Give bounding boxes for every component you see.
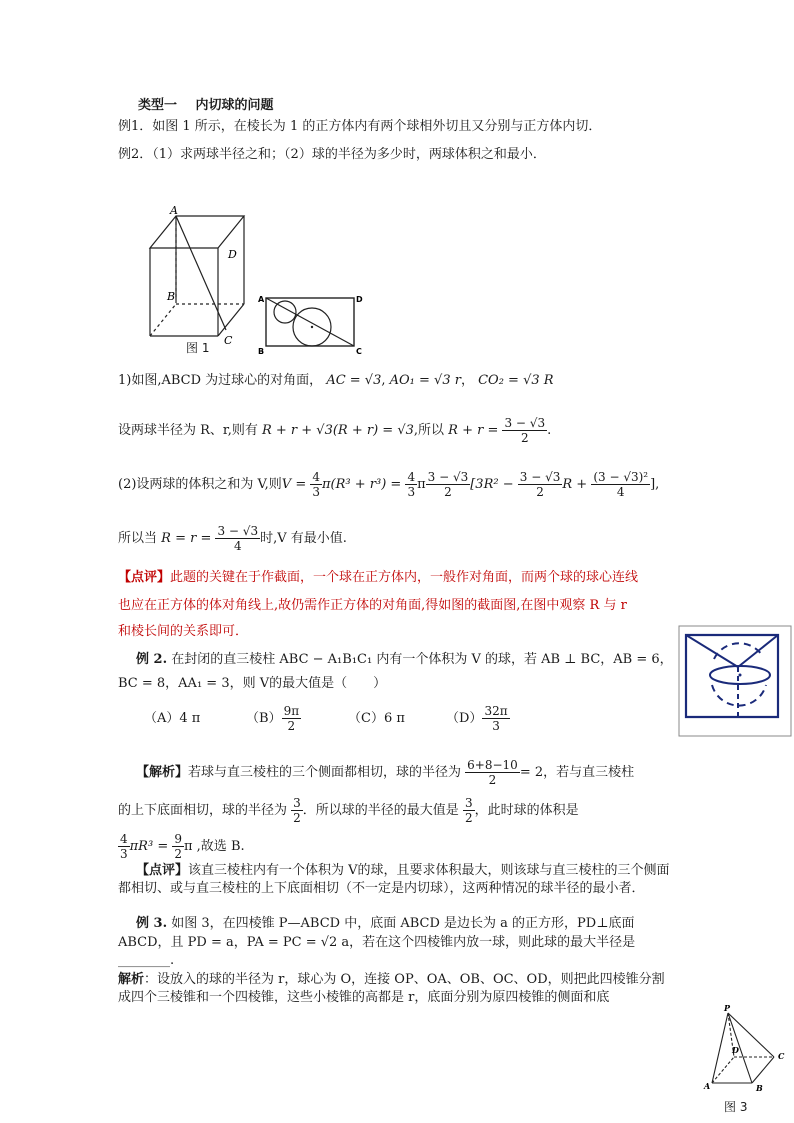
example3-line1 <box>136 915 634 933</box>
eq-r: R + <box>562 477 588 492</box>
frac-num: 6+8−10 <box>467 758 518 772</box>
fraction-3-minus-root3-b <box>518 470 563 499</box>
frac-den: 3 <box>312 485 320 499</box>
analysis-tag: 【解析】 <box>136 765 189 780</box>
solution1-line1: 1)如图,ABCD 为过球心的对角面， AC = √3, AO₁ = √3 r， CO₂ = √3 R <box>118 373 554 388</box>
frac-num: 3 − √3 <box>217 524 259 538</box>
example2-text1: 在封闭的直三棱柱 ABC − A₁B₁C₁ 内有一个体积为 V 的球，若 AB ⊥ BC，AB = 6， <box>171 652 673 667</box>
pyramid-label-b: B <box>756 1083 763 1093</box>
heading-type: 类型一 <box>138 98 178 113</box>
analysis2-line2 <box>118 796 579 825</box>
fraction-9-2 <box>172 832 184 861</box>
rect-label-b: B <box>258 347 265 356</box>
review1-line3: 和棱长间的关系即可． <box>118 624 249 639</box>
pyramid-label-c: C <box>778 1051 785 1061</box>
solution1-l3-prefix: (2)设两球的体积之和为 V,则 <box>118 477 282 492</box>
solution1-line4 <box>118 524 347 553</box>
review-tag: 【点评】 <box>118 570 171 585</box>
eq-ao1: AO₁ = √3 r <box>389 373 461 388</box>
pyramid-figure <box>700 1003 790 1095</box>
solution1-prefix: 1)如图,ABCD 为过球心的对角面， <box>118 373 323 388</box>
rect-label-c: C <box>356 347 362 356</box>
cube-label-a: A <box>170 204 178 217</box>
eq-volume-sum: π(R³ + r³) = <box>322 477 402 492</box>
eq-ac: AC = √3 <box>326 373 382 388</box>
frac-den: 2 <box>520 431 529 445</box>
solution1-line3 <box>118 470 659 499</box>
example3-blank: ________. <box>118 953 175 968</box>
eq-co2: CO₂ = √3 R <box>478 373 554 388</box>
pyramid-label-a: A <box>704 1081 711 1091</box>
fraction-3-minus-root3 <box>426 470 471 499</box>
eq-end: ], <box>650 477 660 492</box>
frac-den: 2 <box>444 485 452 499</box>
analysis3-tag: 解析 <box>118 972 145 987</box>
fraction-3-2 <box>291 796 303 825</box>
example3-line2: ABCD，且 PD = a，PA = PC = √2 a，若在这个四棱锥内放一球，则此球的最大半径是 <box>118 935 636 950</box>
solution1-line2: 设两球半径为 R、r,则有 R + r + √3(R + r) = √3,所以 R + r = $\frac{3 - √3}{2}$ . <box>118 416 552 445</box>
review1-line2: 也应在正方体的体对角线上,故仍需作正方体的对角面,得如图的截面图,在图中观察 R 与 r <box>118 598 627 613</box>
analysis2-text2c: ，此时球的体积是 <box>474 803 579 818</box>
option-b-fraction <box>282 704 302 733</box>
analysis3-paragraph <box>118 971 676 1007</box>
cube-figure <box>140 200 250 350</box>
analysis2-text2: 的上下底面相切，球的半径为 <box>118 803 288 818</box>
frac-num: 3 <box>464 796 473 810</box>
cross-section-figure <box>258 292 368 356</box>
option-d-fraction <box>482 704 509 733</box>
fraction-4-3 <box>310 470 322 499</box>
option-d-label: （D） <box>446 711 483 726</box>
frac-num: 9π <box>283 704 300 718</box>
fraction-4-3-b <box>405 470 417 499</box>
review1-text1: 此题的关键在于作截面，一个球在正方体内，一般作对角面，而两个球的球心连线 <box>170 570 639 585</box>
solution1-l2-mid: ,所以 <box>413 423 445 438</box>
frac-den: 3 <box>120 847 128 861</box>
example2-line1 <box>136 651 673 669</box>
frac-num: 3 − √3 <box>519 470 561 484</box>
analysis2-text3b: π ,故选 B. <box>184 839 245 854</box>
frac-num: (3 − √3)² <box>593 470 649 484</box>
cube-label-d: D <box>228 248 237 261</box>
cube-label-b: B <box>167 290 176 303</box>
option-c: （C）6 π <box>348 711 405 726</box>
fraction-radius-side <box>465 758 520 787</box>
analysis2-text1: 若球与直三棱柱的三个侧面都相切，球的半径为 <box>188 765 462 780</box>
cube-label-c: C <box>224 334 233 347</box>
example1-line: 例1．如图 1 所示，在棱长为 1 的正方体内有两个球相外切且又分别与正方体内切． <box>118 119 602 134</box>
eq-bracket: [3R² − <box>470 477 514 492</box>
review2-tag: 【点评】 <box>136 863 189 878</box>
eq-r-equal: R = r = <box>161 531 212 546</box>
fraction-sum-result <box>502 416 547 445</box>
fraction-squared <box>591 470 650 499</box>
frac-den: 3 <box>492 719 500 733</box>
eq-sum-result-lhs: R + r = <box>448 423 499 438</box>
option-b-label: （B） <box>246 711 282 726</box>
frac-num: 3 <box>293 796 301 810</box>
frac-den: 2 <box>536 485 544 499</box>
pi-symbol: π <box>417 477 426 492</box>
frac-den: 2 <box>464 811 473 825</box>
frac-num: 4 <box>120 832 128 846</box>
review1-line1 <box>118 569 638 587</box>
rect-label-a: A <box>258 295 265 304</box>
figure3-caption: 图 3 <box>724 1100 748 1114</box>
frac-den: 2 <box>287 719 296 733</box>
pyramid-label-d: D <box>732 1045 739 1055</box>
frac-num: 3 − √3 <box>504 416 546 430</box>
frac-num: 32π <box>484 704 508 718</box>
frac-num: 9 <box>174 832 182 846</box>
frac-den: 2 <box>174 847 182 861</box>
example2-label: 例 2. <box>136 652 168 667</box>
frac-den: 4 <box>616 485 625 499</box>
solution1-l2-prefix: 设两球半径为 R、r,则有 <box>118 423 258 438</box>
frac-den: 2 <box>293 811 301 825</box>
frac-num: 3 − √3 <box>427 470 469 484</box>
prism-figure <box>678 625 792 737</box>
fraction-4-3-vol <box>118 832 130 861</box>
analysis2-line3 <box>118 832 245 861</box>
review2-text: 该直三棱柱内有一个体积为 V的球，且要求体积最大，则该球与直三棱柱的三个侧面都相切、或与直三棱柱的上下底面相切（不一定是内切球），这两种情况的球半径的最小者． <box>118 863 670 896</box>
fraction-min-radius <box>215 524 260 553</box>
figure1-caption: 图 1 <box>186 341 210 355</box>
pyramid-label-p: P <box>724 1003 731 1013</box>
analysis3-text: ：设放入的球的半径为 r，球心为 O，连接 OP、OA、OB、OC、OD，则把此四棱锥分割成四个三棱锥和一个四棱锥，这些小棱锥的高都是 r，底面分别为原四棱锥的侧面和底 <box>118 972 665 1005</box>
frac-den: 2 <box>488 773 497 787</box>
eq-v: V = <box>281 477 307 492</box>
frac-den: 4 <box>233 539 242 553</box>
example3-text1: 如图 3，在四棱锥 P—ABCD 中，底面 ABCD 是边长为 a 的正方形，PD⊥底面 <box>171 916 635 931</box>
eq-sum: R + r + √3(R + r) = √3 <box>261 423 414 438</box>
solution1-l4-suffix: 时,V 有最小值. <box>260 531 347 546</box>
analysis2-text1b: = 2，若与直三棱柱 <box>519 765 635 780</box>
frac-num: 4 <box>407 470 416 484</box>
rect-label-d: D <box>356 295 363 304</box>
example2-questions: 例2．（1）求两球半径之和；（2）球的半径为多少时，两球体积之和最小． <box>118 147 546 162</box>
section-heading <box>138 97 274 115</box>
option-d <box>446 704 510 733</box>
analysis2-line1 <box>136 758 634 787</box>
option-a: （A）4 π <box>144 711 201 726</box>
example2-line2: BC = 8，AA₁ = 3，则 V的最大值是（ ） <box>118 676 387 691</box>
heading-title: 内切球的问题 <box>195 98 274 113</box>
eq-volume: πR³ = <box>129 839 169 854</box>
solution1-l4-prefix: 所以当 <box>118 531 158 546</box>
fraction-3-2-b <box>463 796 475 825</box>
analysis2-text2b: ．所以球的半径的最大值是 <box>302 803 459 818</box>
option-b <box>246 704 301 733</box>
example3-label: 例 3. <box>136 916 168 931</box>
frac-num: 4 <box>312 470 320 484</box>
review2-paragraph <box>118 862 670 898</box>
frac-den: 3 <box>407 485 416 499</box>
